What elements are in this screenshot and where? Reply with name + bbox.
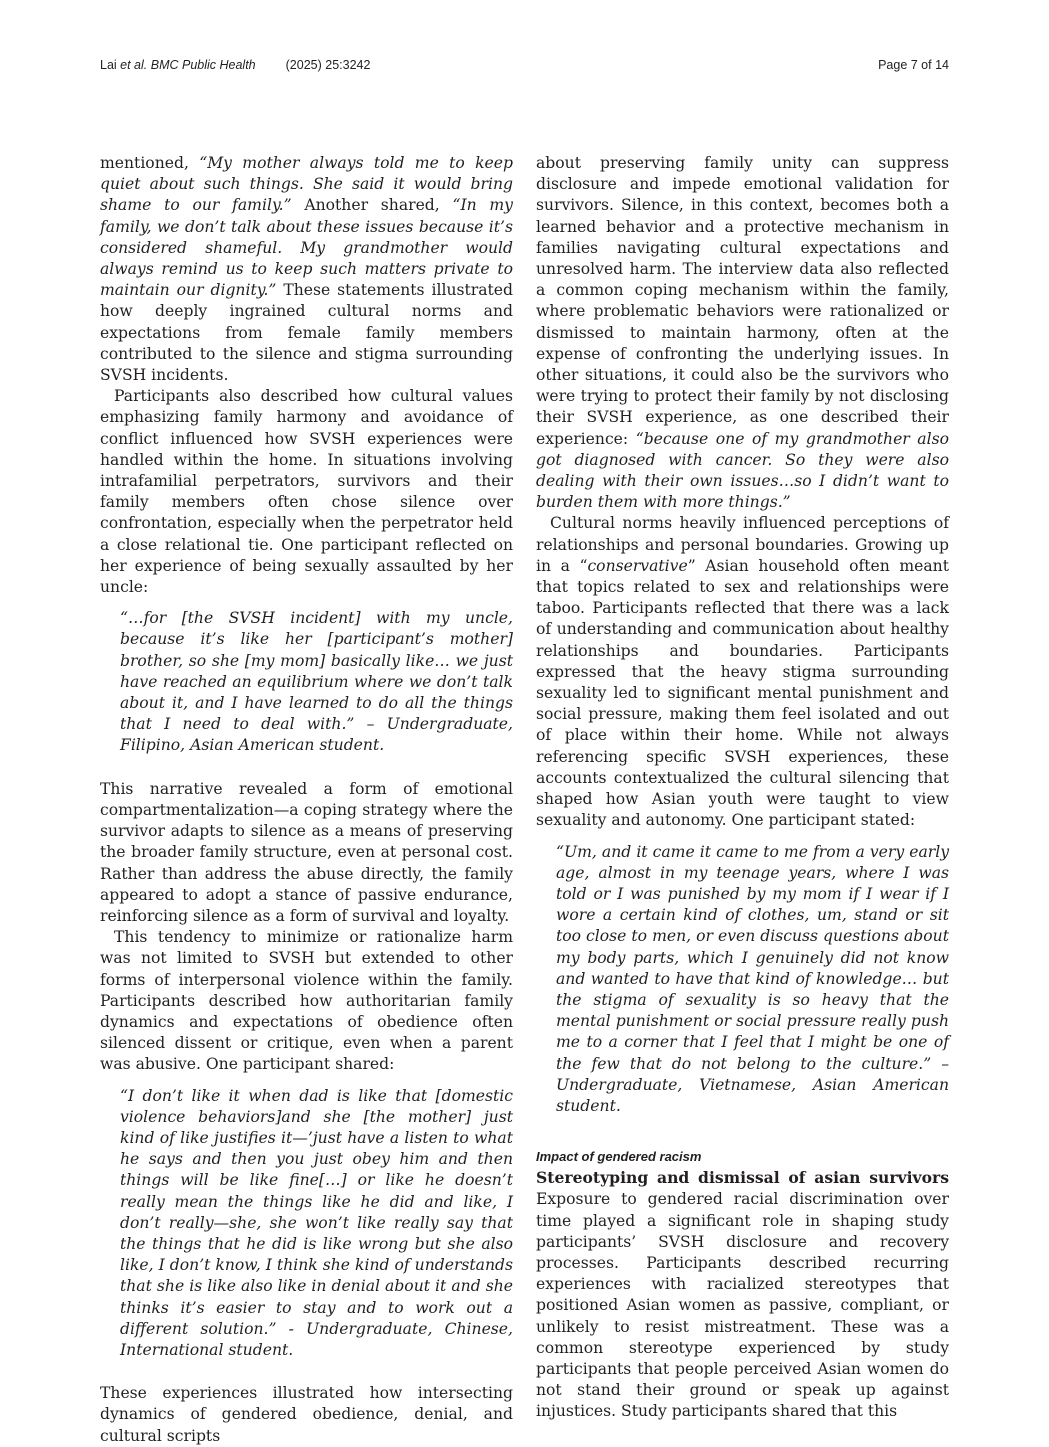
paragraph: Participants also described how cultural values emphasizing family harmony and avoidance of conflict influenced how SVSH experiences were handled within the home. In situations involving intrafamilial perpetrators, survivors and their family members often chose silence over confrontation, especially when the perpetrator held a close relational tie. One participant reflected on her experience of being sexually assaulted by her uncle: xyxy=(100,387,513,597)
citation: (2025) 25:3242 xyxy=(285,58,371,72)
running-head xyxy=(100,58,370,72)
text: about preserving family unity can suppress disclosure and impede emotional validation for survivors. Silence, in this context, becomes both a learned behavior and a protective mechanism in families navigating cultural expectations and unresolved harm. The interview data also reflected a common coping mechanism within the family, where problematic behaviors were rationalized or dismissed to maintain harmony, often at the expense of confronting the underlying issues. In other situations, it could also be the survivors who were trying to protect their family by not disclosing their SVSH experience, as one described their experience: xyxy=(536,154,949,448)
run-in-heading: Stereotyping and dismissal of asian survivors xyxy=(536,1168,949,1188)
left-column xyxy=(100,153,513,1447)
journal-author: Lai xyxy=(100,58,121,72)
paragraph: This narrative revealed a form of emotional compartmentalization—a coping strategy where the survivor adapts to silence as a means of preserving the broader family structure, even at personal cost. Rather than address the abuse directly, the family appeared to adopt a stance of passive endurance, reinforcing silence as a form of survival and loyalty. xyxy=(100,779,513,925)
block-quote: “I don’t like it when dad is like that [domestic violence behaviors]and she [the mother] just kind of like justifies it—’just have a listen to what he says and then you just obey him and then things will be like fine[…] or like he doesn’t really mean the things like he did and like, I don’t really—she, she won’t like really say that the things that he did is like wrong but she also like, I don’t know, I think she kind of understands that she is like also like in denial about it and she thinks it’s easier to stay and to work out a different solution.” - Undergraduate, Chinese, International student. xyxy=(120,1086,513,1359)
right-column xyxy=(536,153,949,1423)
inline-quote: “In my family, we don’t talk about these issues because it’s considered shameful. My grandmother would always remind us to keep such matters private to maintain our dignity.” xyxy=(100,196,513,300)
inline-quote: “My mother always told me to keep quiet about such things. She said it would bring shame to our family.” xyxy=(100,154,513,215)
block-quote: “…for [the SVSH incident] with my uncle, because it’s like her [participant’s mother] brother, so she [my mom] basically like… we just have reached an equilibrium where we don’t talk about it, and I have learned to do all the things that I need to deal with.” – Undergraduate, Filipino, Asian American student. xyxy=(120,609,513,755)
italic-term: conservative xyxy=(587,556,688,575)
page-header xyxy=(100,58,949,78)
section-subheading: Impact of gendered racism xyxy=(536,1149,702,1165)
paragraph xyxy=(536,153,949,513)
text: Cultural norms heavily influenced perceptions of relationships and personal boundaries. Growing up in a “ xyxy=(536,514,949,575)
page-number: Page 7 of 14 xyxy=(878,58,949,72)
paragraph: These experiences illustrated how intersecting dynamics of gendered obedience, denial, and cultural scripts xyxy=(100,1384,513,1445)
text: Exposure to gendered racial discrimination over time played a significant role in shaping study participants’ SVSH disclosure and recovery processes. Participants described recurring experiences with racialized stereotypes that positioned Asian women as passive, compliant, or unlikely to resist mistreatment. These was a common stereotype experienced by study participants that people perceived Asian women do not stand their ground or speak up against injustices. Study participants shared that this xyxy=(536,1190,949,1421)
text: These statements illustrated how deeply ingrained cultural norms and expectations from female family members contributed to the silence and stigma surrounding SVSH incidents. xyxy=(100,281,513,385)
inline-quote: “because one of my grandmother also got diagnosed with cancer. So they were also dealing with their own issues…so I didn’t want to burden them with more things.” xyxy=(536,429,949,512)
block-quote: “Um, and it came it came to me from a very early age, almost in my teenage years, where I was told or I was punished by my mom if I wear if I wore a certain kind of clothes, um, stand or sit too close to men, or even discuss questions about my body parts, which I genuinely did not know and wanted to have that kind of knowledge… but the stigma of sexuality is so heavy that the mental punishment or social pressure really push me to a corner that I feel that I might be one of the few that do not belong to the culture.” – Undergraduate, Vietnamese, Asian American student. xyxy=(556,842,949,1115)
text: ” Asian household often meant that topics related to sex and relationships were taboo. Participants reflected that there was a lack of understanding and communication about healthy relationships and boundaries. Participants expressed that the heavy stigma surrounding sexuality led to significant mental punishment and social pressure, making them feel isolated and out of place within their home. While not always referencing specific SVSH experiences, these accounts contextualized the cultural silencing that shaped how Asian youth were taught to view sexuality and autonomy. One participant stated: xyxy=(536,556,949,830)
paragraph xyxy=(100,153,513,386)
paragraph xyxy=(536,1167,949,1422)
journal-name: et al. BMC Public Health xyxy=(120,58,256,72)
text: mentioned, xyxy=(100,154,200,172)
paragraph xyxy=(536,513,949,831)
text: Another shared, xyxy=(291,196,453,215)
paragraph: This tendency to minimize or rationalize harm was not limited to SVSH but extended to other forms of interpersonal violence within the family. Participants described how authoritarian family dynamics and expectations of obedience often silenced dissent or critique, even when a parent was abusive. One participant shared: xyxy=(100,928,513,1074)
